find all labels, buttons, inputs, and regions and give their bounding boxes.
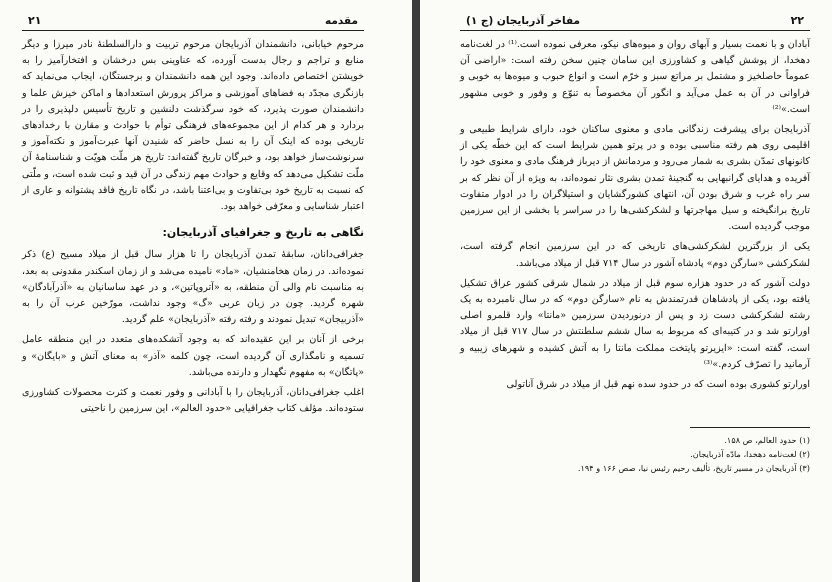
left-page-header <box>22 10 364 31</box>
footnote: (۳) آذربایجان در مسیر تاریخ، تألیف رحیم رئیس نیا، صص ۱۶۶ و ۱۹۴. <box>577 463 810 474</box>
section-heading: نگاهی به تاریخ و جغرافیای آذربایجان: <box>162 226 364 240</box>
running-title: مفاخر آذربایجان (ج ۱) <box>466 15 580 27</box>
paragraph: آذربایجان برای پیشرفت زندگانی مادی و معنوی ساکنان خود، دارای شرایط طبیعی و اقلیمی روی هم رفته مناسبی بوده و در پرتو همین شرایط است که این خطّه یکی از کانونهای تمدّن بشری به شمار می‌رود و مردمانش از دیرباز فرهنگ مادی و معنوی خود را آفریده و هدایای گرانبهایی به گنجینهٔ تمدن بشری نثار نموده‌اند، به ویژه از آن نظر که بر سر راه غرب و شرق بودن آن، انتهای کشورگشایان و استیلاگران را در ادوار متفاوت تاریخ برانگیخته و سیل مهاجرتها و لشکرکشی‌ها را در سراسر یا بخشی از این سرزمین موجب گردیده است. <box>460 124 810 233</box>
footnotes <box>460 434 810 474</box>
page-number: ۲۱ <box>28 14 42 27</box>
paragraph: اغلب جغرافی‌دانان، آذربایجان را با آبادانی و وفور نعمت و کثرت محصولات کشاورزی ستوده‌اند. مؤلف کتاب جغرافیایی «حدود العالم»، این سرزمین را ناحیتی <box>22 387 364 415</box>
running-title: مقدمه <box>325 15 358 27</box>
page-number: ۲۲ <box>790 14 804 27</box>
book-gutter <box>412 0 420 582</box>
paragraph: آبادان و با نعمت بسیار و آبهای روان و میوه‌های نیکو، معرفی نموده است.⁽¹⁾ در لغت‌نامه دهخدا، از پوشش گیاهی و کشاورزی این سامان چنین سخن رفته است: «اراضی آن عموماً حاصلخیز و مشتمل بر مراتع سبز و خرّم است و انواع حبوب و میوه‌ها به خوبی و فراوانی در آن به عمل می‌آید و انگور آن مخصوصاً به تنوّع و وفور و خوبی مشهور است.»⁽²⁾ <box>460 39 810 115</box>
footnote-divider <box>690 427 810 428</box>
paragraph: برخی از آنان بر این عقیده‌اند که به وجود آتشکده‌های متعدد در این منطقه عامل تسمیه و نامگذاری آن گردیده است، چون کلمه «آذر» به معنای آتش و «بایگان» و «پاتگان» به مفهوم نگهدار و دارنده می‌باشد. <box>22 334 364 378</box>
footnote: (۱) حدود العالم، ص ۱۵۸. <box>724 435 810 446</box>
paragraph: اورارتو کشوری بوده است که در حدود سده نهم قبل از میلاد در شرق آناتولی <box>506 379 810 391</box>
paragraph: دولت آشور که در حدود هزاره سوم قبل از میلاد در شمال شرقی کشور عراق تشکیل یافته بود، یکی از پادشاهان قدرتمندش به نام «سارگن دوم» که در سال نامبرده به یک رشته لشکرکشی دست زد و پس از درنوردیدن سرزمین «مانتا» وارد قلمرو اصلی اورارتو شد و در کتیبه‌ای که مربوط به سال ششم سلطنتش در سال ۷۱۷ قبل از میلاد است، گفته است: «ایزیرتو پایتخت مملکت مانتا را به آتش کشیده و شهرهای زیبیه و آرمانید را تصرّف کردم.»⁽³⁾ <box>460 277 810 370</box>
paragraph: یکی از بزرگترین لشکرکشی‌های تاریخی که در این سرزمین انجام گرفته است، لشکرکشی «سارگن دوم» پادشاه آشور در سال ۷۱۴ قبل از میلاد می‌باشد. <box>460 241 810 269</box>
footnote: (۲) لغت‌نامه دهخدا، مادّه آذربایجان. <box>690 449 810 460</box>
left-page <box>0 0 412 582</box>
right-page-body <box>460 37 810 393</box>
right-page <box>420 0 832 582</box>
right-page-header <box>460 10 810 31</box>
paragraph: مرحوم خیابانی، دانشمندان آذربایجان مرحوم تربیت و دارالسلطنهٔ نادر میرزا و دیگر منابع و تراجم و رجال بدست آورده، که عناوینی بس درخشان و افتخارآمیز را به خویشتن اختصاص داده‌اند. وجود این همه دانشمندان و برجستگان، ایجاب می‌نماید که بازنگری مجدّد به فضاهای آموزشی و مراکز پرورش استعدادها و اماکن خیزش علما و دانشمندان صورت پذیرد، که خود سرگذشت دلنشین و تاریخ تأسیس دلپذیری را در بردارد و هر کدام از این مجموعه‌های فرهنگی توأم با حوادث و مقارن با رخدادهای تاریخی بوده که اینک آن را به نسل حاضر که شنیدن آنها عبرت‌آموز و نکته‌آموز و سرنوشت‌ساز خواهد بود، و خبرگان تاریخ گفته‌اند: تاریخ هر ملّت هویّت و شناسنامهٔ آن ملّت تشکیل می‌دهد که وقایع و حوادث مهم زندگی در آن قید و ثبت شده است، و ملّتی که نسبت به تاریخ خود بی‌تفاوت و بی‌اعتنا باشد، در نگاه تاریخ فاقد پشتوانه و عاری از اعتبار شناسایی و معرّفی خواهد بود. <box>22 39 364 213</box>
paragraph: جغرافی‌دانان، سابقهٔ تمدن آذربایجان را تا هزار سال قبل از میلاد مسیح (ع) ذکر نموده‌اند. در زمان هخامنشیان، «ماد» نامیده می‌شد و از زمان اسکندر مقدونی به بعد، به مناسبت نام والی آن منطقه، به «آتروپاتین»، و در عهد ساسانیان به «آذرآبادگان» شهره گردید. چون در زبان عربی «گ» وجود نداشت، مورّخین عرب آن را به «آذربیجان» تبدیل نمودند و رفته رفته «آذربایجان» علم گردید. <box>22 249 364 326</box>
left-page-body <box>22 37 364 417</box>
